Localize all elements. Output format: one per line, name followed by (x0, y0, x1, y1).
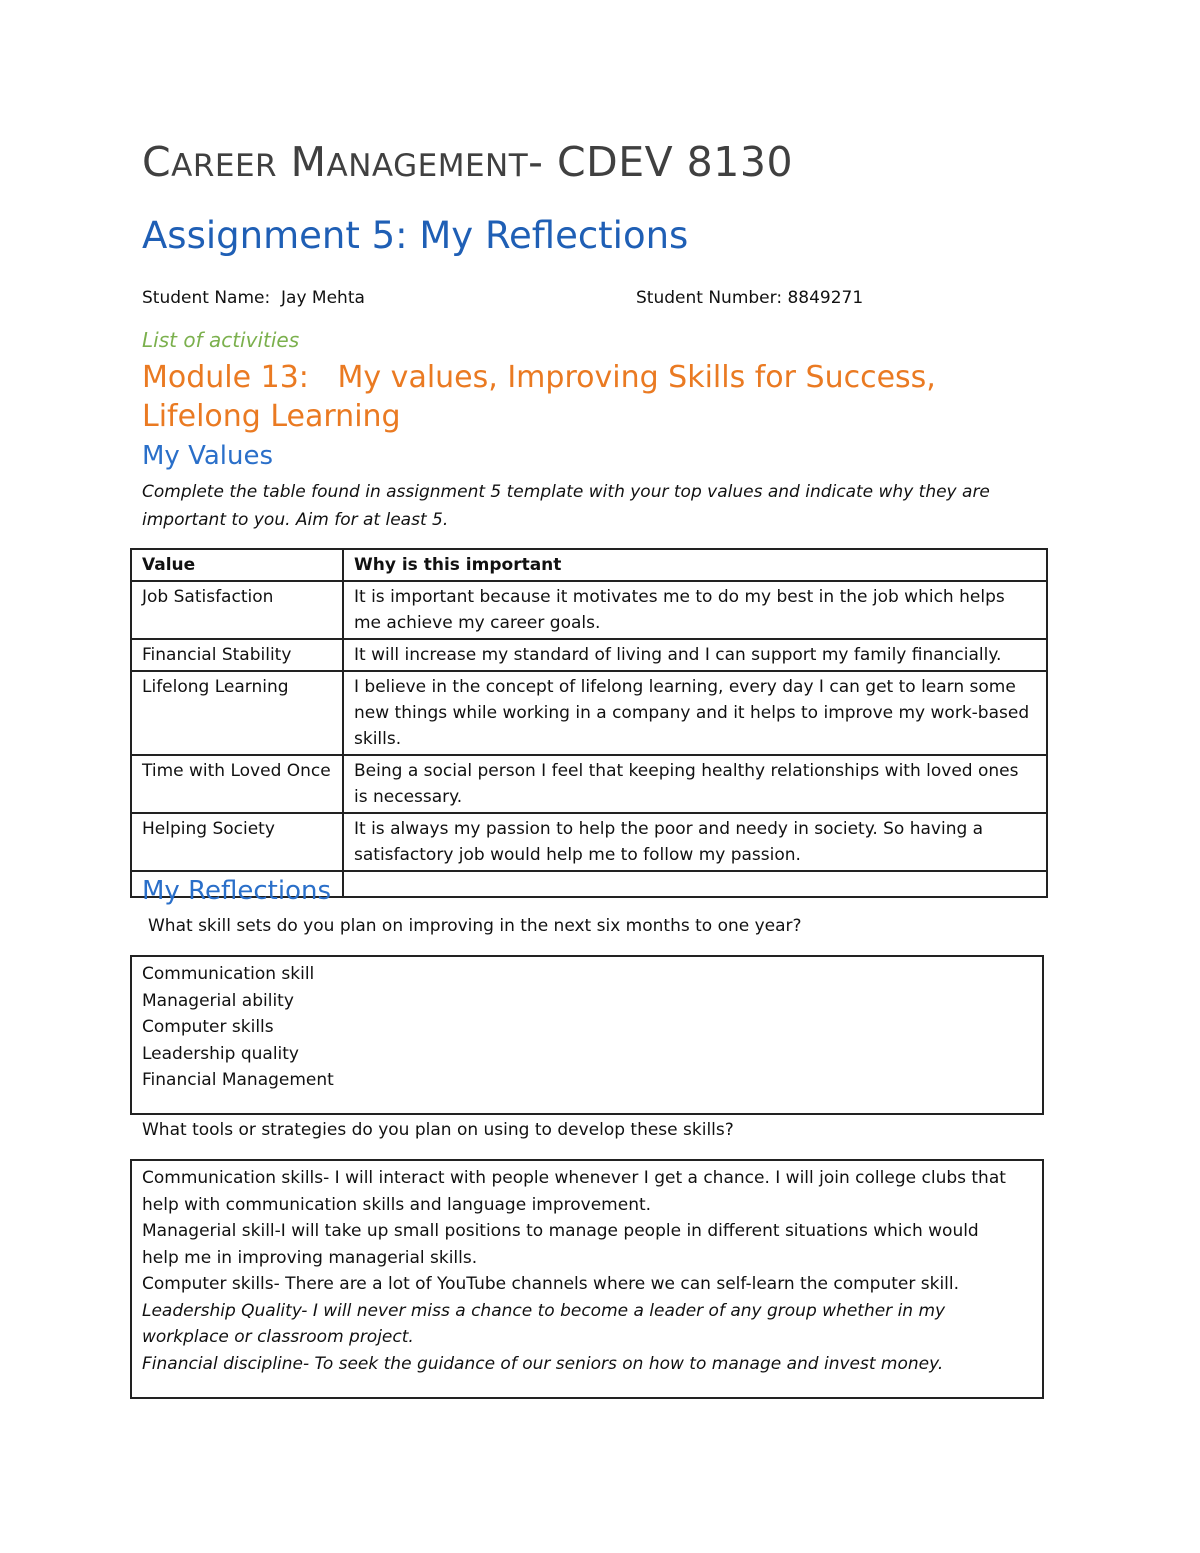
student-number-value: 8849271 (787, 288, 864, 308)
instructions-line: Complete the table found in assignment 5 template with your top values and indicate why they are (142, 482, 990, 502)
strategy-line: workplace or classroom project. (142, 1327, 414, 1347)
reason-cell: It is always my passion to help the poor and needy in society. So having a satisfactory job would help me to follow my passion. (343, 813, 1047, 871)
course-title-part: C (142, 138, 172, 186)
my-values-heading: My Values (142, 441, 274, 471)
table-row (131, 581, 1047, 639)
strategies-box (130, 1159, 1044, 1399)
course-title-part (277, 138, 291, 186)
module-heading-line: Module 13: My values, Improving Skills for Success, (142, 360, 936, 395)
course-title (142, 138, 793, 186)
module-heading-line: Lifelong Learning (142, 399, 401, 434)
my-reflections-heading: My Reflections (142, 876, 331, 906)
reason-cell: I believe in the concept of lifelong learning, every day I can get to learn some new things while working in a company and it helps to improve my work-based skills. (343, 671, 1047, 755)
instructions-line: important to you. Aim for at least 5. (142, 510, 449, 530)
skills-box (130, 955, 1044, 1115)
strategy-line: Managerial skill-I will take up small positions to manage people in different situations which would (142, 1221, 979, 1241)
list-of-activities: List of activities (142, 328, 300, 352)
skill-item: Managerial ability (142, 990, 294, 1011)
reason-cell: It will increase my standard of living and I can support my family financially. (343, 639, 1047, 671)
table-row (131, 671, 1047, 755)
skill-item: Communication skill (142, 964, 315, 984)
student-number-label: Student Number: (636, 288, 783, 308)
strategy-line: Leadership Quality- I will never miss a chance to become a leader of any group whether in my (142, 1300, 946, 1321)
skill-item: Computer skills (142, 1017, 274, 1037)
header-why: Why is this important (343, 549, 1047, 581)
values-table (130, 548, 1048, 898)
instructions (142, 478, 1042, 534)
skill-item: Financial Management (142, 1070, 334, 1090)
course-title-part: AREER (171, 148, 278, 184)
skill-item: Leadership quality (142, 1043, 299, 1064)
reason-cell (343, 871, 1047, 897)
student-name-label: Student Name: (142, 288, 271, 308)
value-cell: Time with Loved Once (131, 755, 343, 813)
course-title-part: - CDEV 8130 (528, 138, 794, 186)
student-name-value: Jay Mehta (281, 288, 365, 308)
reason-cell: Being a social person I feel that keeping healthy relationships with loved ones is necessary. (343, 755, 1047, 813)
course-title-part: M (290, 138, 327, 186)
value-cell: Helping Society (131, 813, 343, 871)
value-cell: Financial Stability (131, 639, 343, 671)
student-name (142, 288, 365, 308)
value-cell: Job Satisfaction (131, 581, 343, 639)
strategy-line: help me in improving managerial skills. (142, 1247, 478, 1268)
strategy-line: Communication skills- I will interact with people whenever I get a chance. I will join college clubs that (142, 1168, 1006, 1188)
strategy-line: help with communication skills and language improvement. (142, 1194, 652, 1215)
student-number (636, 288, 863, 308)
assignment-title: Assignment 5: My Reflections (142, 214, 689, 257)
reason-cell: It is important because it motivates me to do my best in the job which helps me achieve my career goals. (343, 581, 1047, 639)
question-strategies: What tools or strategies do you plan on using to develop these skills? (142, 1120, 734, 1140)
strategy-line: Financial discipline- To seek the guidance of our seniors on how to manage and invest money. (142, 1353, 944, 1374)
header-value: Value (131, 549, 343, 581)
strategy-line: Computer skills- There are a lot of YouTube channels where we can self-learn the computer skill. (142, 1274, 960, 1294)
table-row (131, 639, 1047, 671)
question-skills: What skill sets do you plan on improving in the next six months to one year? (148, 916, 802, 936)
value-cell: Lifelong Learning (131, 671, 343, 755)
table-row (131, 755, 1047, 813)
module-heading (142, 358, 1042, 436)
table-row (131, 813, 1047, 871)
course-title-part: ANAGEMENT (326, 148, 529, 184)
table-header-row (131, 549, 1047, 581)
